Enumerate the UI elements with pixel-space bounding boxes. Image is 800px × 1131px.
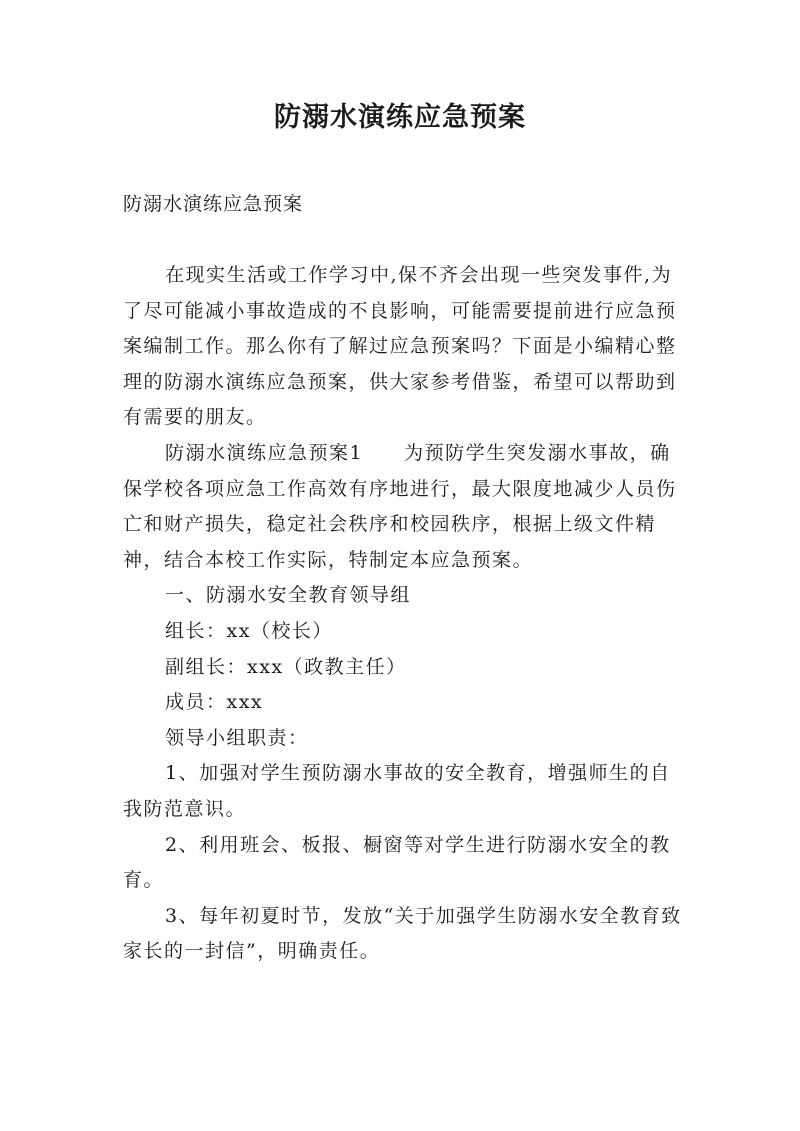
paragraph-deputy-leader: 副组长：xxx（政教主任）: [165, 655, 407, 678]
paragraph-leader: 组长：xx（校长）: [165, 619, 333, 642]
paragraph-intro: 在现实生活或工作学习中,保不齐会出现一些突发事件,为了尽可能减小事故造成的不良影响，可能需要提前进行应急预案编制工作。那么你有了解过应急预案吗？下面是小编精心整理的防溺水演练应急预案，供大家参考借鉴，希望可以帮助到有需要的朋友。: [123, 264, 677, 429]
document-title: 防溺水演练应急预案: [274, 102, 526, 133]
section-heading-leadership: 一、防溺水安全教育领导组: [165, 584, 412, 607]
paragraph-duty-2: 2、利用班会、板报、橱窗等对学生进行防溺水安全的教育。: [123, 833, 671, 892]
paragraph-members: 成员：xxx: [165, 691, 264, 714]
paragraph-duty-1: 1、加强对学生预防溺水事故的安全教育，增强师生的自我防范意识。: [123, 762, 671, 820]
document-subtitle: 防溺水演练应急预案: [123, 193, 304, 215]
document-body: [123, 258, 683, 970]
paragraph-duty-3: 3、每年初夏时节，发放“关于加强学生防溺水安全教育致家长的一封信”，明确责任。: [123, 904, 682, 963]
paragraph-plan-1: 防溺水演练应急预案1 为预防学生突发溺水事故，确保学校各项应急工作高效有序地进行，最大限度地减少人员伤亡和财产损失，稳定社会秩序和校园秩序，根据上级文件精神，结合本校工作实际，特制定本应急预案。: [123, 441, 677, 571]
paragraph-duties-heading: 领导小组职责：: [165, 726, 309, 749]
